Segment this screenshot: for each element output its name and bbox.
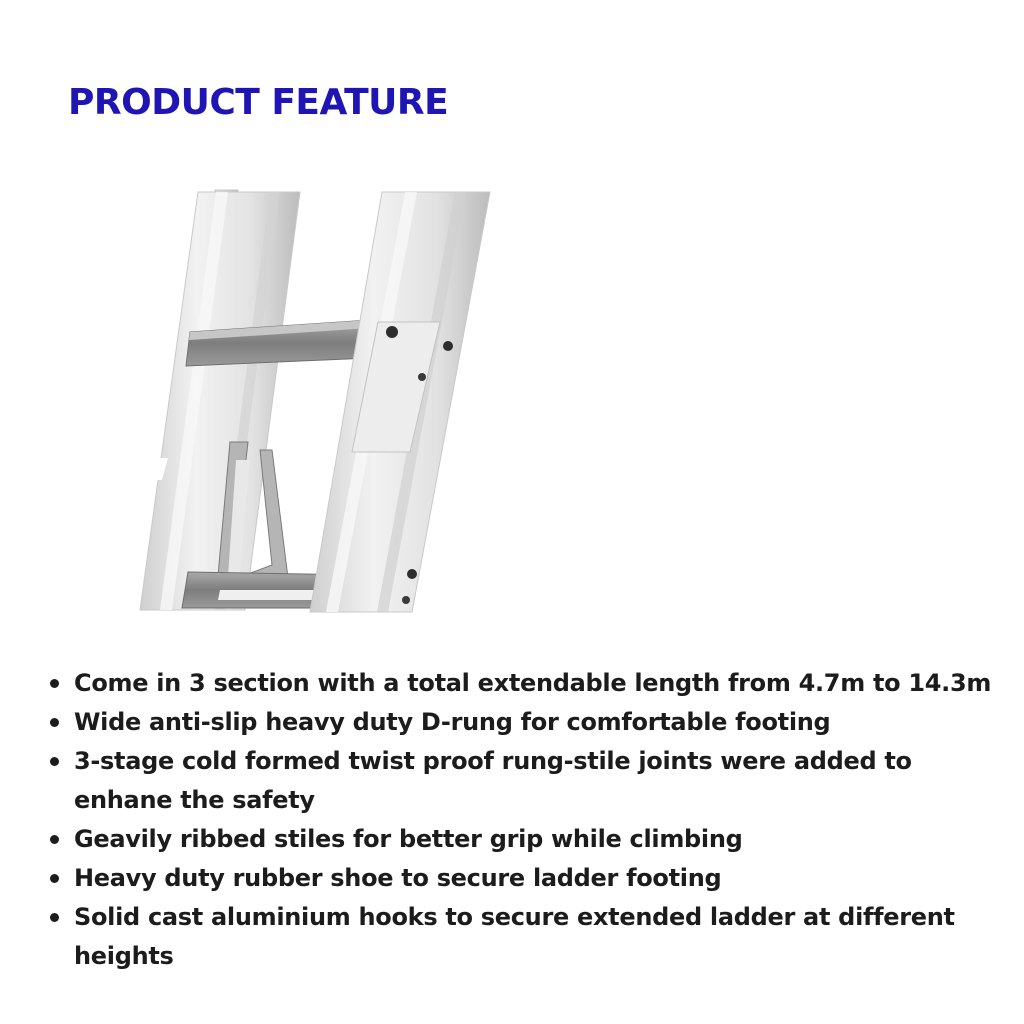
feature-text: Come in 3 section with a total extendable length from 4.7m to 14.3m (74, 669, 992, 697)
feature-item (48, 703, 1008, 742)
feature-list (48, 664, 1008, 976)
feature-item (48, 859, 1008, 898)
rivet-icon (386, 326, 398, 338)
feature-text: Wide anti-slip heavy duty D-rung for comfortable footing (74, 708, 831, 736)
bullet-icon (50, 913, 59, 922)
feature-item (48, 664, 1008, 703)
rivet-icon (443, 341, 453, 351)
bullet-icon (50, 835, 59, 844)
ladder-image (120, 180, 510, 630)
bullet-icon (50, 757, 59, 766)
bullet-icon (50, 718, 59, 727)
feature-text: Geavily ribbed stiles for better grip while climbing (74, 825, 743, 853)
feature-item (48, 898, 1008, 976)
bullet-icon (50, 679, 59, 688)
rivet-icon (402, 596, 410, 604)
feature-text: Heavy duty rubber shoe to secure ladder footing (74, 864, 722, 892)
feature-text: Solid cast aluminium hooks to secure extended ladder at different heights (74, 903, 955, 970)
bullet-icon (50, 874, 59, 883)
rivet-icon (407, 569, 417, 579)
feature-item (48, 742, 1008, 820)
feature-item (48, 820, 1008, 859)
page-title: PRODUCT FEATURE (68, 82, 449, 123)
feature-text: 3-stage cold formed twist proof rung-stile joints were added to enhane the safety (74, 747, 912, 814)
rivet-icon (418, 373, 426, 381)
